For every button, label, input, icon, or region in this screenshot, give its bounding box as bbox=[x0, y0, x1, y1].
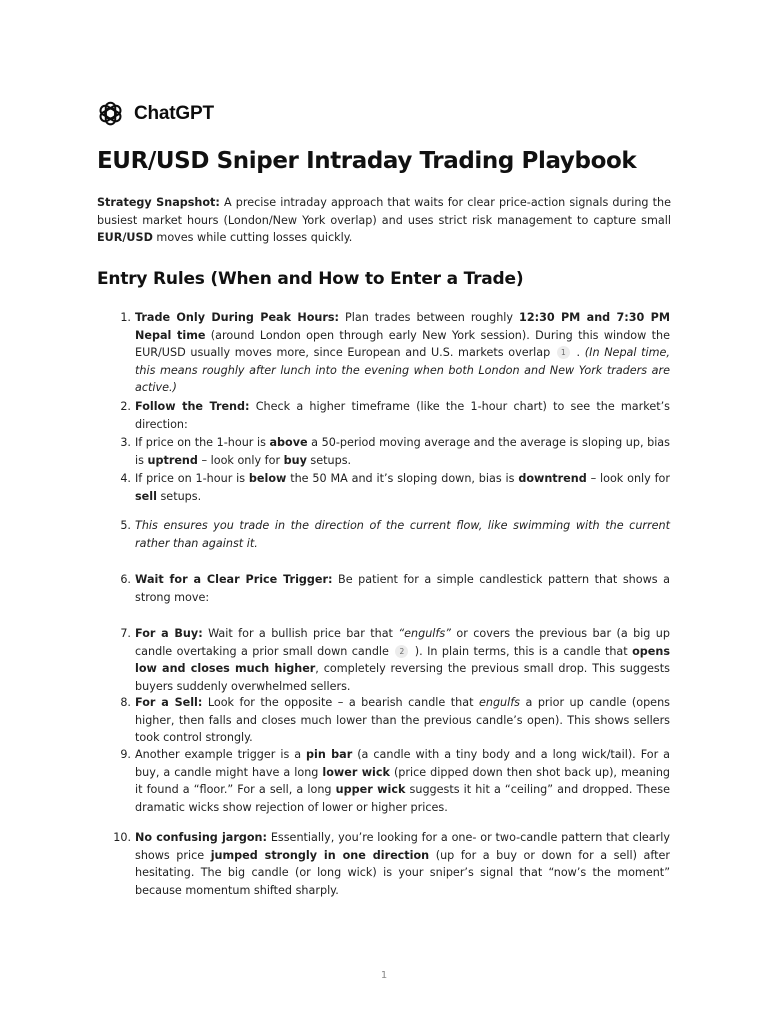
item-text: Wait for a bullish price bar that bbox=[202, 627, 399, 640]
item-number: 3. bbox=[120, 436, 131, 449]
item-text: Another example trigger is a bbox=[135, 748, 307, 761]
item-text: setups. bbox=[306, 453, 352, 467]
item-text: Essentially, you’re looking for a one- or two-candle pattern that clearly shows price bbox=[135, 831, 670, 862]
item-bold: For a Buy: bbox=[135, 627, 203, 640]
item-text: Plan trades between roughly bbox=[339, 311, 520, 324]
item-number: 2. bbox=[120, 400, 131, 413]
item-bold: Wait for a Clear Price Trigger: bbox=[135, 573, 333, 586]
item-text: ). In plain terms, this is a candle that bbox=[410, 644, 633, 658]
list-item bbox=[120, 398, 670, 433]
item-text: (up for a buy or down for a sell) after hesitating. The big candle (or long wick) is your sniper’s signal that “now’s the moment” because momentum shifted sharply. bbox=[135, 848, 670, 897]
list-item bbox=[120, 694, 670, 747]
item-bold: upper wick bbox=[335, 783, 406, 796]
item-text: or covers the previous bar (a big up candle overtaking a prior small down candle bbox=[135, 627, 670, 658]
brand-logo bbox=[97, 100, 214, 127]
item-text: – look only for bbox=[197, 453, 284, 467]
item-text: the 50 MA and it’s sloping down, bias is bbox=[286, 472, 519, 485]
item-bold: above bbox=[269, 436, 308, 449]
snapshot-label: Strategy Snapshot: bbox=[97, 196, 220, 209]
item-bold: lower wick bbox=[322, 765, 390, 779]
brand-name: ChatGPT bbox=[134, 102, 214, 124]
item-bold: jumped strongly in one direction bbox=[210, 848, 430, 862]
openai-knot-icon bbox=[97, 100, 124, 127]
snapshot-text: A precise intraday approach that waits for clear price-action signals during the busiest market hours (London/New York overlap) and uses strict risk management to capture small bbox=[97, 196, 671, 227]
item-number: 6. bbox=[120, 573, 131, 586]
item-text: – look only for bbox=[586, 472, 670, 485]
item-text: a 50-period moving average and the average is sloping up, bias is bbox=[135, 436, 670, 467]
item-bold: buy bbox=[283, 453, 307, 467]
item-text: , completely reversing the previous small drop. This suggests buyers suddenly overwhelmed sellers. bbox=[135, 662, 670, 693]
item-bold: downtrend bbox=[518, 472, 587, 485]
item-number: 9. bbox=[120, 748, 131, 761]
item-text: If price on the 1-hour is bbox=[135, 436, 270, 449]
item-bold: No confusing jargon: bbox=[135, 831, 267, 844]
item-text: suggests it hit a “ceiling” and dropped. These dramatic wicks show rejection of lower or higher prices. bbox=[135, 783, 670, 814]
snapshot-tail: moves while cutting losses quickly. bbox=[152, 231, 353, 244]
item-italic: This ensures you trade in the direction of the current flow, like swimming with the current rather than against it. bbox=[135, 519, 670, 550]
list-item bbox=[120, 571, 670, 606]
item-text: (price dipped down then shot back up), meaning it found a “floor.” For a sell, a long bbox=[135, 765, 671, 796]
item-text: Check a higher timeframe (like the 1-hour chart) to see the market’s direction: bbox=[135, 400, 670, 431]
citation-badge[interactable]: 1 bbox=[557, 346, 570, 359]
item-number: 4. bbox=[120, 472, 131, 485]
list-item bbox=[120, 470, 670, 505]
list-item bbox=[113, 829, 670, 899]
item-bold: Trade Only During Peak Hours: bbox=[135, 311, 340, 324]
list-item bbox=[120, 434, 670, 469]
item-text: Look for the opposite – a bearish candle that bbox=[202, 696, 479, 709]
item-bold: 12:30 PM and 7:30 PM Nepal time bbox=[135, 311, 670, 342]
list-item bbox=[120, 517, 670, 552]
item-number: 5. bbox=[120, 519, 131, 532]
item-bold: pin bar bbox=[306, 748, 353, 761]
snapshot-pair: EUR/USD bbox=[97, 231, 153, 244]
section-heading: Entry Rules (When and How to Enter a Trade) bbox=[97, 269, 524, 289]
item-text: a prior up candle (opens higher, then falls and closes much lower than the previous candle’s open). This shows sellers took control strongly. bbox=[135, 696, 670, 744]
item-italic: “engulfs” bbox=[398, 627, 451, 640]
page-number: 1 bbox=[380, 970, 388, 981]
page-title: EUR/USD Sniper Intraday Trading Playbook bbox=[97, 148, 637, 174]
list-item bbox=[120, 746, 671, 816]
list-item bbox=[120, 625, 670, 695]
item-text: (around London open through early New York session). During this window the EUR/USD usually moves more, since European and U.S. markets overlap bbox=[135, 328, 670, 359]
citation-badge[interactable]: 2 bbox=[395, 645, 408, 658]
item-text: setups. bbox=[156, 489, 202, 503]
item-italic: (In Nepal time, this means roughly after lunch into the evening when both London and New York traders are active.) bbox=[135, 346, 670, 394]
item-number: 1. bbox=[120, 311, 131, 324]
item-bold: sell bbox=[135, 489, 157, 503]
item-number: 7. bbox=[120, 627, 131, 640]
item-bold: opens low and closes much higher bbox=[135, 644, 670, 675]
item-bold: Follow the Trend: bbox=[135, 400, 250, 413]
list-item bbox=[120, 309, 670, 397]
strategy-snapshot bbox=[97, 194, 671, 247]
item-number: 10. bbox=[113, 831, 131, 844]
item-text: Be patient for a simple candlestick pattern that shows a strong move: bbox=[135, 573, 670, 604]
item-number: 8. bbox=[120, 696, 131, 709]
item-bold: For a Sell: bbox=[135, 696, 203, 709]
item-bold: uptrend bbox=[147, 453, 198, 467]
item-text: (a candle with a tiny body and a long wick/tail). For a buy, a candle might have a long bbox=[135, 748, 670, 779]
item-text: If price on 1-hour is bbox=[135, 472, 249, 485]
item-bold: below bbox=[248, 472, 287, 485]
item-text: . bbox=[571, 346, 585, 359]
item-italic: engulfs bbox=[478, 696, 521, 709]
